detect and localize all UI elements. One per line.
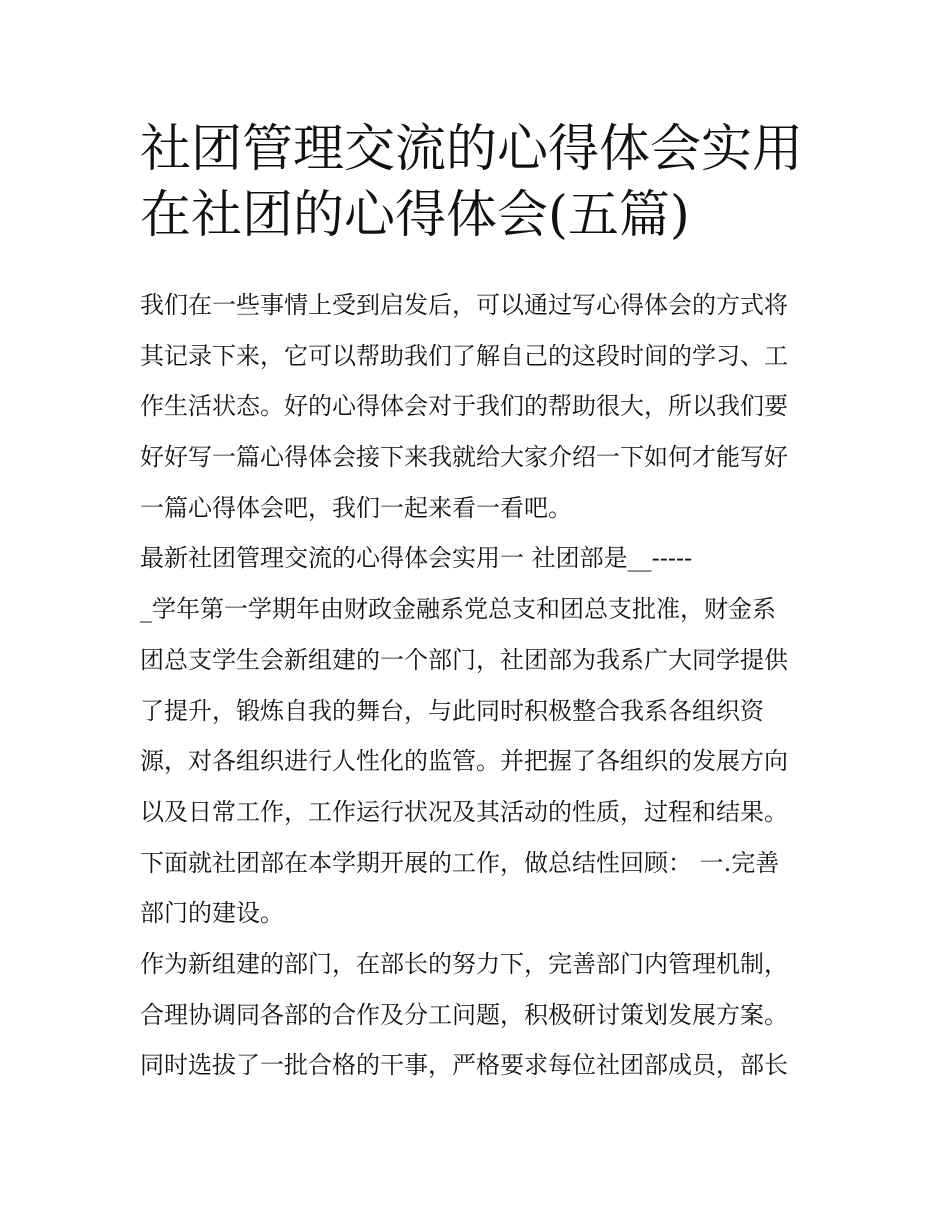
title-line-2: 在社团的心得体会(五篇) <box>140 186 690 245</box>
body-line: 其记录下来，它可以帮助我们了解自己的这段时间的学习、工 <box>140 341 788 370</box>
body-line: 最新社团管理交流的心得体会实用一 社团部是__----- <box>140 544 693 573</box>
document-title <box>140 117 820 249</box>
body-line: 以及日常工作，工作运行状况及其活动的性质，过程和结果。 <box>140 797 788 826</box>
body-line: 一篇心得体会吧，我们一起来看一看吧。 <box>140 493 572 522</box>
body-line: 部门的建设。 <box>140 899 284 928</box>
body-line: 团总支学生会新组建的一个部门，社团部为我系广大同学提供 <box>140 645 788 674</box>
body-line: _学年第一学期年由财政金融系党总支和团总支批准，财金系 <box>140 595 776 624</box>
body-line: 源，对各组织进行人性化的监管。并把握了各组织的发展方向 <box>140 747 788 776</box>
body-line: 作为新组建的部门，在部长的努力下，完善部门内管理机制， <box>140 949 788 978</box>
body-line: 了提升，锻炼自我的舞台，与此同时积极整合我系各组织资 <box>140 696 764 725</box>
document-body <box>140 280 830 1091</box>
body-line: 合理协调同各部的合作及分工问题，积极研讨策划发展方案。 <box>140 1000 788 1029</box>
title-line-1: 社团管理交流的心得体会实用 <box>140 120 804 179</box>
body-line: 同时选拔了一批合格的干事，严格要求每位社团部成员，部长 <box>140 1051 788 1080</box>
body-line: 下面就社团部在本学期开展的工作，做总结性回顾： 一.完善 <box>140 848 780 877</box>
body-line: 作生活状态。好的心得体会对于我们的帮助很大，所以我们要 <box>140 392 788 421</box>
body-line: 我们在一些事情上受到启发后，可以通过写心得体会的方式将 <box>140 291 788 319</box>
body-line: 好好写一篇心得体会接下来我就给大家介绍一下如何才能写好 <box>140 443 788 472</box>
